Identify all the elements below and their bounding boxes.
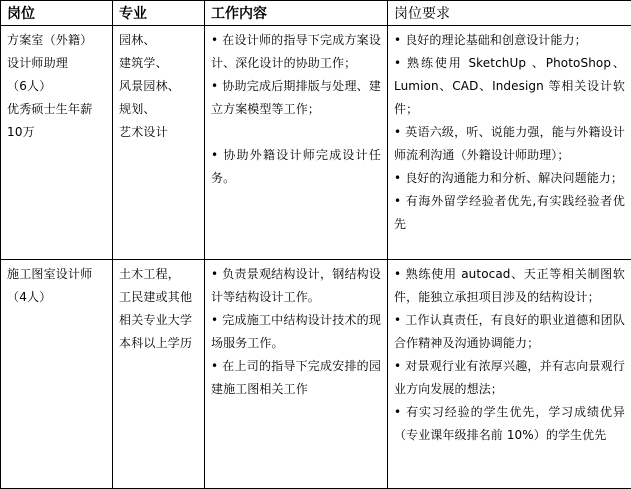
position-cell (1, 26, 113, 260)
requirement-item: • 有海外留学经验者优先,有实践经验者优先 (394, 190, 625, 236)
major-line: 规划、 (119, 98, 198, 121)
position-line: （6人） (7, 75, 106, 98)
table-row (1, 26, 631, 260)
position-line: 设计师助理 (7, 52, 106, 75)
requirements-cell (388, 260, 631, 489)
duties-cell (205, 26, 388, 260)
duty-item: • 在设计师的指导下完成方案设计、深化设计的协助工作； (211, 29, 381, 75)
header-position: 岗位 (1, 1, 113, 26)
major-line: 艺术设计 (119, 121, 198, 144)
position-line: 施工图室设计师 (7, 263, 106, 286)
header-duties: 工作内容 (205, 1, 388, 26)
position-line: 10万 (7, 121, 106, 144)
major-cell (113, 260, 205, 489)
requirement-item: • 英语六级，听、说能力强，能与外籍设计师流利沟通（外籍设计师助理）； (394, 121, 625, 167)
duty-item: • 完成施工中结构设计技术的现场服务工作。 (211, 309, 381, 355)
requirements-cell (388, 26, 631, 260)
duty-item: • 负责景观结构设计，钢结构设计等结构设计工作。 (211, 263, 381, 309)
requirement-item: • 工作认真责任，有良好的职业道德和团队合作精神及沟通协调能力； (394, 309, 625, 355)
duty-item: • 协助外籍设计师完成设计任务。 (211, 144, 381, 190)
major-line: 建筑学、 (119, 52, 198, 75)
major-line: 风景园林、 (119, 75, 198, 98)
major-line: 本科以上学历 (119, 332, 198, 355)
duty-item: • 在上司的指导下完成安排的园建施工图相关工作 (211, 355, 381, 401)
requirement-item: • 熟练使用 autocad、天正等相关制图软件，能独立承担项目涉及的结构设计； (394, 263, 625, 309)
requirement-item: • 良好的理论基础和创意设计能力； (394, 29, 625, 52)
major-line: 园林、 (119, 29, 198, 52)
requirement-item: • 对景观行业有浓厚兴趣，并有志向景观行业方向发展的想法； (394, 355, 625, 401)
position-cell (1, 260, 113, 489)
header-requirements: 岗位要求 (388, 1, 631, 26)
position-line: 方案室（外籍） (7, 29, 106, 52)
requirement-item: • 良好的沟通能力和分析、解决问题能力； (394, 167, 625, 190)
duty-item: • 协助完成后期排版与处理、建立方案模型等工作； (211, 75, 381, 121)
table-header-row (1, 1, 631, 26)
major-cell (113, 26, 205, 260)
major-line: 工民建或其他 (119, 286, 198, 309)
major-line: 土木工程， (119, 263, 198, 286)
requirement-item: • 有实习经验的学生优先，学习成绩优异（专业课年级排名前 10%）的学生优先 (394, 401, 625, 447)
duties-cell (205, 260, 388, 489)
position-line: （4人） (7, 286, 106, 309)
major-line: 相关专业大学 (119, 309, 198, 332)
table-row (1, 260, 631, 489)
requirement-item: • 熟练使用 SketchUp 、PhotoShop、Lumion、CAD、Indesign 等相关设计软件； (394, 52, 625, 121)
position-line: 优秀硕士生年薪 (7, 98, 106, 121)
header-major: 专业 (113, 1, 205, 26)
